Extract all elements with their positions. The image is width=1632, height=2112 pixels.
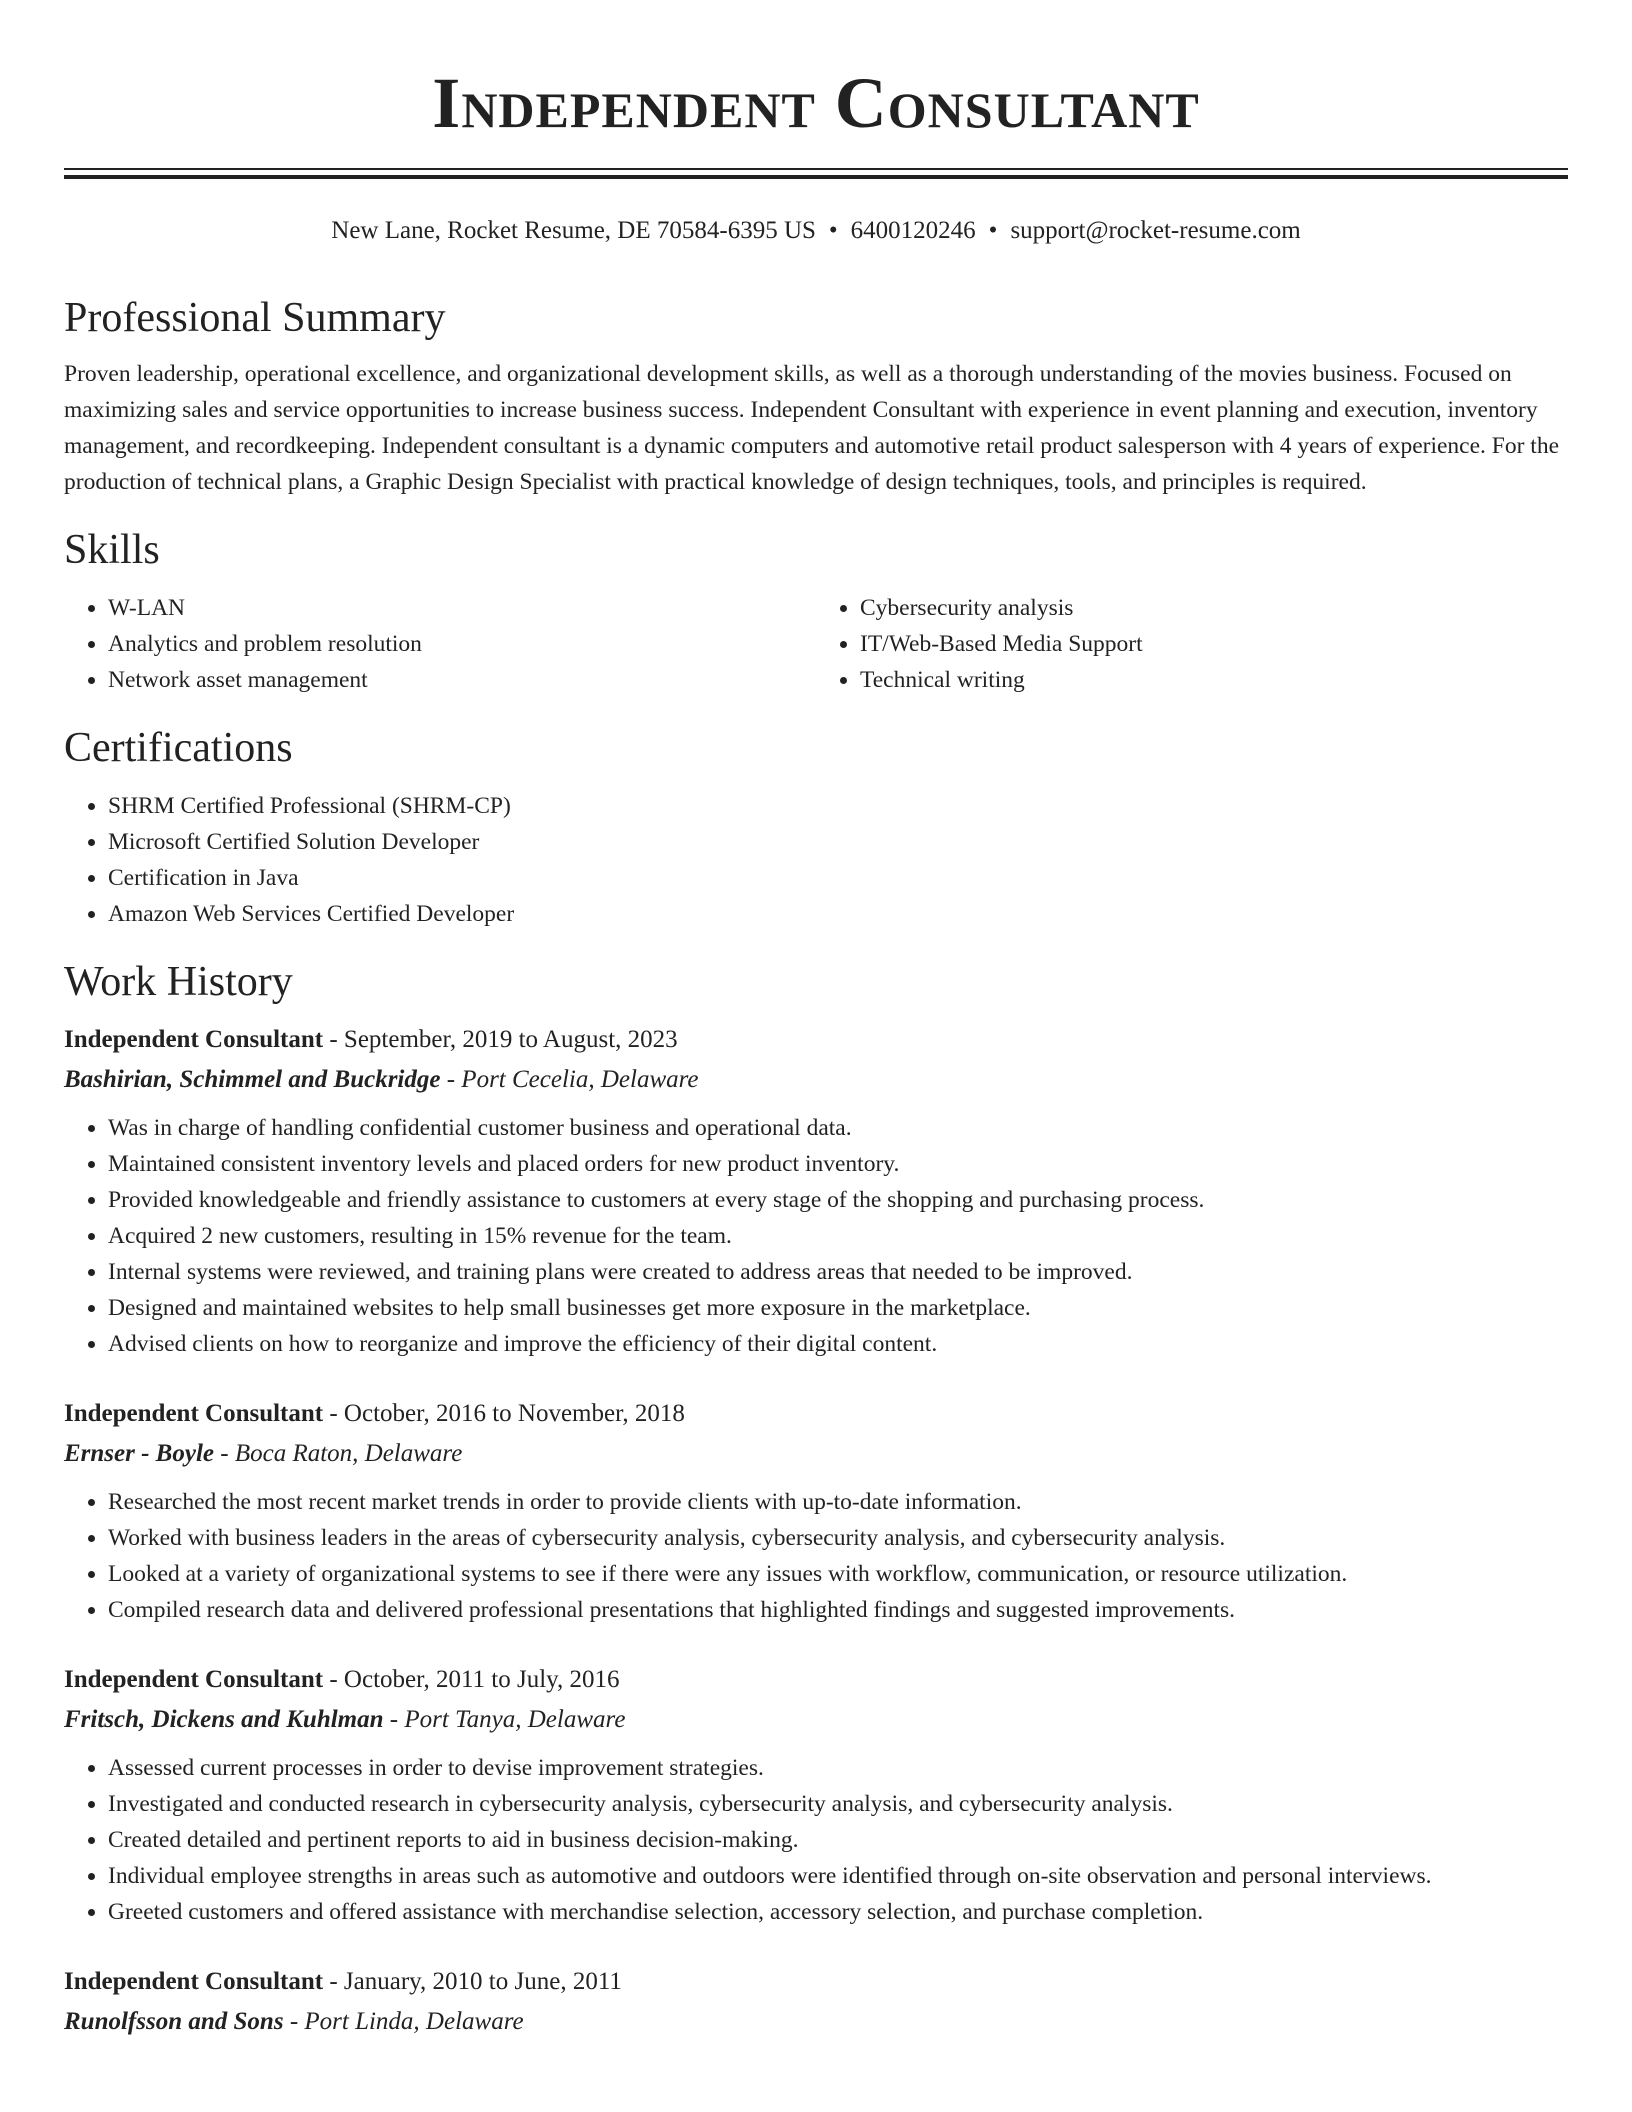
job-bullet: • Researched the most recent market trends in order to provide clients with up-to-date information. (108, 1484, 1568, 1520)
resume-content (64, 288, 1568, 2074)
job-bullet: • Acquired 2 new customers, resulting in 15% revenue for the team. (108, 1218, 1568, 1254)
work-history-heading: Work History (64, 959, 293, 1005)
job-title: Independent Consultant (64, 1400, 324, 1427)
job-company: Runolfsson and Sons (64, 2008, 284, 2035)
job-bullet: • Internal systems were reviewed, and training plans were created to address areas that needed to be improved. (108, 1254, 1568, 1290)
skills-section (64, 520, 1568, 698)
skills-columns (64, 590, 1568, 698)
certifications-heading: Certifications (64, 725, 293, 771)
job-bullet: • Greeted customers and offered assistance with merchandise selection, accessory selection, and purchase completion. (108, 1894, 1568, 1930)
job-entry (64, 1660, 1568, 1930)
skill-item: • W-LAN (108, 590, 816, 626)
job-bullet: • Investigated and conducted research in cybersecurity analysis, cybersecurity analysis, and cybersecurity analysis. (108, 1786, 1568, 1822)
skills-heading: Skills (64, 527, 160, 573)
job-title-line (64, 1660, 1568, 1700)
job-title: Independent Consultant (64, 1026, 324, 1053)
job-bullet: • Individual employee strengths in areas such as automotive and outdoors were identified through on-site observation and personal interviews. (108, 1858, 1568, 1894)
certification-item: • SHRM Certified Professional (SHRM-CP) (108, 788, 1568, 824)
skill-item: • Technical writing (860, 662, 1568, 698)
job-bullet: • Assessed current processes in order to devise improvement strategies. (108, 1750, 1568, 1786)
job-bullet: • Compiled research data and delivered professional presentations that highlighted findings and suggested improvements. (108, 1592, 1568, 1628)
contact-line (0, 214, 1632, 248)
skills-right-list (816, 590, 1568, 698)
job-dates: - October, 2011 to July, 2016 (323, 1666, 620, 1693)
job-dates: - October, 2016 to November, 2018 (323, 1400, 685, 1427)
job-location: - Port Tanya, Delaware (383, 1706, 626, 1733)
job-company-line (64, 1700, 1568, 1740)
job-bullet: • Created detailed and pertinent reports to aid in business decision-making. (108, 1822, 1568, 1858)
summary-heading: Professional Summary (64, 295, 446, 341)
skill-item: • Cybersecurity analysis (860, 590, 1568, 626)
job-title-line (64, 1020, 1568, 1060)
certification-item: • Certification in Java (108, 860, 1568, 896)
job-dates: - September, 2019 to August, 2023 (323, 1026, 678, 1053)
job-entry (64, 1020, 1568, 1362)
summary-section (64, 288, 1568, 500)
job-bullet: • Looked at a variety of organizational systems to see if there were any issues with workflow, communication, or resource utilization. (108, 1556, 1568, 1592)
job-bullets (64, 1110, 1568, 1362)
job-company: Fritsch, Dickens and Kuhlman (64, 1706, 384, 1733)
skill-item: • Analytics and problem resolution (108, 626, 816, 662)
job-company: Ernser - Boyle (64, 1440, 214, 1467)
job-bullets (64, 1750, 1568, 1930)
job-bullet: • Advised clients on how to reorganize and improve the efficiency of their digital content. (108, 1326, 1568, 1362)
header-rule-thick (64, 175, 1568, 179)
job-company-line (64, 1434, 1568, 1474)
header-rule-thin (64, 168, 1568, 170)
contact-separator: • (988, 217, 998, 244)
job-title-line (64, 1962, 1568, 2002)
job-title: Independent Consultant (64, 1666, 324, 1693)
job-bullet: • Worked with business leaders in the areas of cybersecurity analysis, cybersecurity analysis, and cybersecurity analysis. (108, 1520, 1568, 1556)
job-entry (64, 1962, 1568, 2042)
job-bullets (64, 1484, 1568, 1628)
contact-phone: 6400120246 (850, 217, 976, 244)
job-bullet: • Maintained consistent inventory levels and placed orders for new product inventory. (108, 1146, 1568, 1182)
certifications-section (64, 718, 1568, 932)
job-location: - Port Linda, Delaware (283, 2008, 524, 2035)
job-bullet: • Was in charge of handling confidential customer business and operational data. (108, 1110, 1568, 1146)
job-company: Bashirian, Schimmel and Buckridge (64, 1066, 441, 1093)
job-bullet: • Designed and maintained websites to help small businesses get more exposure in the marketplace. (108, 1290, 1568, 1326)
job-dates: - January, 2010 to June, 2011 (323, 1968, 622, 1995)
contact-email: support@rocket-resume.com (1010, 217, 1301, 244)
job-bullet: • Provided knowledgeable and friendly assistance to customers at every stage of the shopping and purchasing process. (108, 1182, 1568, 1218)
summary-text: Proven leadership, operational excellence, and organizational development skills, as well as a thorough understanding of the movies business. Focused on maximizing sales and service opportunities to increase business success. Independent Consultant with experience in event planning and execution, inventory management, and recordkeeping. Independent consultant is a dynamic computers and automotive retail product salesperson with 4 years of experience. For the production of technical plans, a Graphic Design Specialist with practical knowledge of design techniques, tools, and principles is required. (64, 361, 1560, 495)
skills-left-list (64, 590, 816, 698)
certification-item: • Microsoft Certified Solution Developer (108, 824, 1568, 860)
contact-separator: • (828, 217, 838, 244)
job-entry (64, 1394, 1568, 1628)
certifications-list (64, 788, 1568, 932)
job-location: - Boca Raton, Delaware (214, 1440, 463, 1467)
skill-item: • IT/Web-Based Media Support (860, 626, 1568, 662)
job-location: - Port Cecelia, Delaware (440, 1066, 699, 1093)
resume-name: Independent Consultant (432, 63, 1200, 143)
job-title: Independent Consultant (64, 1968, 324, 1995)
job-company-line (64, 1060, 1568, 1100)
contact-address: New Lane, Rocket Resume, DE 70584-6395 US (331, 217, 816, 244)
job-title-line (64, 1394, 1568, 1434)
job-company-line (64, 2002, 1568, 2042)
skill-item: • Network asset management (108, 662, 816, 698)
certification-item: • Amazon Web Services Certified Developer (108, 896, 1568, 932)
work-history-section (64, 952, 1568, 2042)
